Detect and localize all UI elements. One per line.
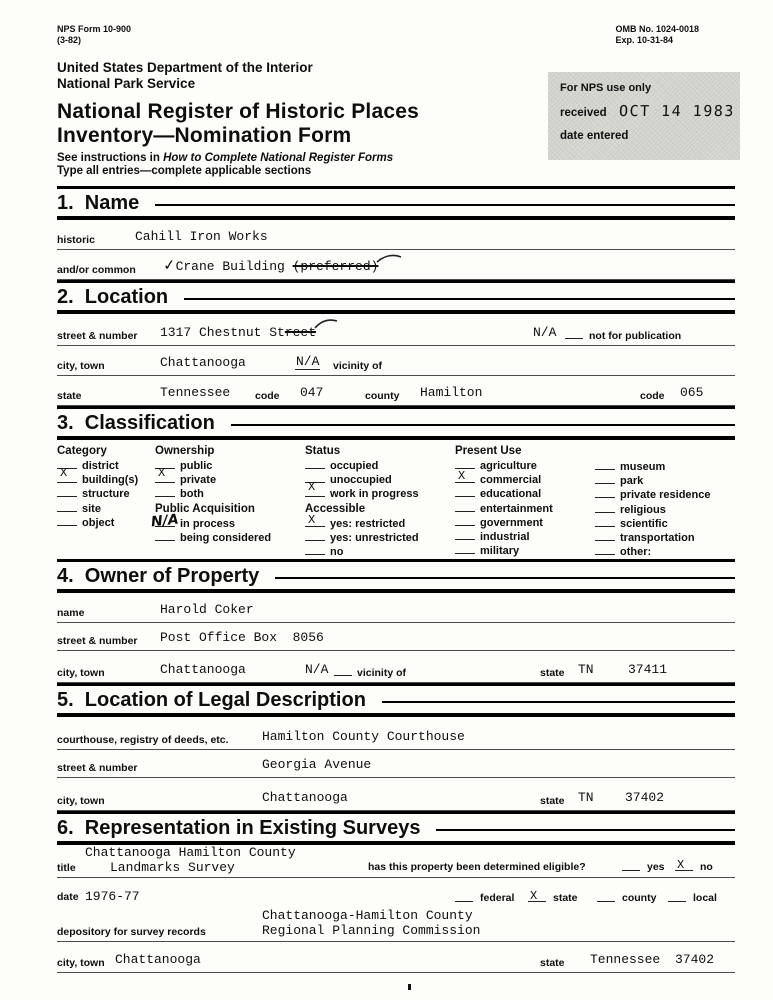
instructions-line2: Type all entries—complete applicable sections: [57, 165, 312, 177]
checkbox-label: other:: [620, 546, 652, 559]
survey-title-line2: Landmarks Survey: [110, 860, 235, 875]
state-value: Tennessee: [160, 385, 231, 400]
survey-city-value: Chattanooga: [115, 952, 201, 967]
category-heading: Category: [57, 445, 107, 457]
strike-swoosh: [376, 252, 402, 264]
checkbox-label: public: [180, 460, 213, 472]
common-value-text: Crane Building: [175, 259, 293, 274]
legal-street-row: [57, 750, 735, 778]
strike-swoosh: [314, 318, 338, 330]
omb-block: [615, 24, 699, 46]
checkbox-object: [57, 517, 138, 531]
instructions-prefix: See instructions in: [57, 152, 164, 164]
federal-label: federal: [480, 892, 515, 904]
federal-blank: [455, 893, 473, 902]
checkbox-blank: [595, 462, 615, 470]
section-6-header: [57, 811, 735, 845]
handwritten-check-mark: ✓: [162, 255, 177, 275]
instructions-manual-title: How to Complete National Register Forms: [163, 152, 394, 164]
courthouse-value: Hamilton County Courthouse: [262, 729, 465, 744]
present-use-column-1: [455, 445, 553, 559]
checkbox-industrial: [455, 531, 553, 545]
public-acquisition-heading: Public Acquisition: [155, 502, 255, 515]
checkbox-blank: [155, 533, 175, 541]
title-line2: Inventory—Nomination Form: [57, 123, 352, 147]
street-label: street & number: [57, 330, 138, 342]
check-mark: X: [530, 889, 538, 903]
checkbox-label: yes: unrestricted: [330, 531, 419, 544]
legal-street-value: Georgia Avenue: [262, 757, 372, 772]
department-line2: National Park Service: [57, 75, 196, 91]
form-number-block: [57, 24, 131, 46]
vicinity-label: vicinity of: [333, 360, 383, 372]
common-name-row: [57, 250, 735, 280]
omb-expiration: Exp. 10-31-84: [615, 35, 673, 45]
form-number: NPS Form 10-900: [57, 24, 132, 34]
checkbox-label: private residence: [620, 489, 711, 502]
street-number-row: [57, 314, 735, 346]
legal-city-row: [57, 778, 735, 811]
eligible-no-label: no: [700, 861, 713, 873]
check-mark: X: [677, 858, 685, 872]
section-3-title: 3. Classification: [57, 411, 231, 435]
survey-date-row: [57, 878, 735, 909]
state-code-value: 047: [300, 385, 324, 400]
survey-zip-value: 37402: [675, 952, 715, 967]
owner-vicinity-label: vicinity of: [357, 667, 407, 679]
checkbox-label: museum: [620, 461, 666, 473]
checkbox-park: [595, 475, 711, 489]
checkbox-label: agriculture: [480, 460, 537, 472]
checkbox-blank: [305, 533, 325, 541]
depository-line1: Chattanooga-Hamilton County: [262, 908, 473, 923]
state-level-label: state: [553, 892, 578, 904]
section-6-title: 6. Representation in Existing Surveys: [57, 816, 436, 840]
checkbox-private-residence: [595, 489, 711, 503]
check-mark: X: [458, 469, 466, 484]
county-level-label: county: [622, 892, 657, 904]
eligible-yes-label: yes: [647, 861, 665, 873]
form-meta: [57, 24, 735, 46]
county-label: county: [365, 390, 400, 402]
checkbox-agriculture: [455, 460, 553, 474]
checkbox-label: occupied: [330, 460, 379, 472]
street-value: [160, 318, 338, 340]
owner-name-row: [57, 593, 735, 623]
checkbox-label: transportation: [620, 531, 695, 544]
status-column: [305, 445, 419, 560]
legal-street-label: street & number: [57, 762, 138, 774]
check-mark: X: [60, 466, 68, 481]
checkbox-label: in process: [180, 517, 236, 530]
checkbox-label: yes: restricted: [330, 517, 406, 530]
common-struck-text: (preferred): [292, 259, 379, 274]
checkbox-transportation: [595, 532, 711, 546]
checkbox-blank: [595, 519, 615, 527]
check-mark: X: [158, 466, 166, 481]
historic-value: Cahill Iron Works: [135, 229, 268, 244]
header-rule: [57, 204, 735, 206]
checkbox-blank: [455, 504, 475, 512]
survey-city-row: [57, 942, 735, 973]
common-value: [163, 252, 402, 274]
section-4-header: [57, 559, 735, 593]
checkbox-blank: [595, 476, 615, 484]
nps-use-only-box: [548, 72, 740, 160]
classification-grid: [57, 440, 735, 559]
checkbox-blank: [155, 489, 175, 497]
checkbox-label: unoccupied: [330, 474, 392, 487]
section-1-header: [57, 186, 735, 220]
checkbox-label: commercial: [480, 474, 542, 487]
owner-street-label: street & number: [57, 635, 138, 647]
checkbox-label: district: [82, 460, 119, 472]
checkbox-religious: [595, 504, 711, 518]
local-blank: [668, 893, 686, 902]
received-row: [560, 102, 735, 120]
checkbox-blank: [595, 505, 615, 513]
checkbox-blank: [455, 518, 475, 526]
section-5-title: 5. Location of Legal Description: [57, 688, 382, 712]
checkbox-label: building(s): [82, 474, 139, 487]
legal-state-label: state: [540, 795, 565, 807]
checkbox-site: [57, 503, 138, 517]
title-line1: National Register of Historic Places: [57, 100, 419, 123]
street-struck-text: reet: [284, 325, 317, 340]
checkbox-label: private: [180, 474, 217, 487]
checkbox-both: [155, 488, 271, 502]
checkbox-label: being considered: [180, 531, 272, 544]
owner-street-value: Post Office Box 8056: [160, 630, 324, 645]
checkbox-blank: [305, 512, 325, 527]
checkbox-no: [305, 546, 419, 560]
not-for-publication-na: N/A: [533, 325, 557, 340]
legal-city-label: city, town: [57, 795, 105, 807]
checkbox-label: scientific: [620, 517, 668, 530]
street-value-text: 1317 Chestnut St: [160, 325, 285, 340]
status-heading: Status: [305, 445, 341, 457]
section-3-header: [57, 406, 735, 440]
survey-title-label: title: [57, 862, 76, 874]
survey-title-row: [57, 845, 735, 878]
owner-city-label: city, town: [57, 667, 105, 679]
county-level-blank: [597, 893, 615, 902]
checkbox-unoccupied: [305, 474, 419, 488]
historic-name-row: [57, 220, 735, 250]
county-value: Hamilton: [420, 385, 483, 400]
legal-city-value: Chattanooga: [262, 790, 348, 805]
checkbox-scientific: [595, 518, 711, 532]
checkbox-blank: [57, 518, 77, 526]
checkbox-label: industrial: [480, 530, 530, 543]
owner-street-row: [57, 623, 735, 651]
eligible-yes-blank: [622, 862, 640, 871]
checkbox-label: site: [82, 502, 101, 515]
checkbox-blank: [455, 469, 475, 484]
checkbox-military: [455, 545, 553, 559]
section-2-header: [57, 280, 735, 314]
checkbox-label: structure: [82, 488, 130, 501]
local-label: local: [693, 892, 717, 904]
nps-box-header: For NPS use only: [560, 82, 652, 94]
state-level-blank: [528, 889, 546, 903]
omb-number: OMB No. 1024-0018: [615, 24, 699, 34]
check-mark: X: [308, 480, 316, 495]
owner-vicinity-blank: [334, 667, 352, 676]
owner-zip-value: 37411: [628, 662, 668, 677]
checkbox-blank: [595, 547, 615, 555]
courthouse-label: courthouse, registry of deeds, etc.: [57, 734, 229, 746]
city-town-row: [57, 346, 735, 376]
checkbox-district: [57, 460, 138, 474]
checkbox-label: both: [180, 488, 204, 501]
checkbox-educational: [455, 488, 553, 502]
state-row: [57, 376, 735, 406]
checkbox-blank: [305, 480, 325, 497]
form-revision: (3-82): [57, 35, 82, 45]
checkbox-blank: [595, 490, 615, 498]
section-1-title: 1. Name: [57, 191, 155, 215]
checkbox-blank: [150, 511, 180, 530]
checkbox-blank: [57, 489, 77, 497]
survey-city-label: city, town: [57, 957, 105, 969]
scan-artifact-tick: [408, 984, 411, 990]
city-label: city, town: [57, 360, 105, 372]
received-label: received: [560, 107, 607, 119]
checkbox-label: work in progress: [330, 488, 419, 501]
owner-city-row: [57, 651, 735, 683]
present-use-column-2: [595, 461, 711, 560]
depository-label: depository for survey records: [57, 926, 206, 938]
checkbox-commercial: [455, 469, 553, 488]
received-date-stamp: OCT 14 1983: [618, 102, 735, 120]
legal-state-value: TN: [578, 790, 594, 805]
not-for-publication-blank: [565, 330, 583, 339]
checkbox-blank: [595, 533, 615, 541]
checkbox-in-process: [150, 511, 271, 532]
owner-name-label: name: [57, 607, 85, 619]
survey-state-value: Tennessee: [590, 952, 661, 967]
checkbox-label: no: [330, 545, 344, 558]
checkbox-label: entertainment: [480, 502, 553, 515]
checkbox-blank: [455, 461, 475, 469]
checkbox-blank: [305, 547, 325, 555]
county-code-value: 065: [680, 385, 704, 400]
common-label: and/or common: [57, 264, 136, 276]
owner-state-label: state: [540, 667, 565, 679]
checkbox-blank: [305, 461, 325, 469]
checkbox-blank: [455, 489, 475, 497]
not-for-publication-label: not for publication: [589, 330, 682, 342]
checkbox-blank: [155, 466, 175, 483]
ownership-column: [150, 445, 272, 546]
owner-name-value: Harold Coker: [160, 602, 254, 617]
checkbox-label: government: [480, 516, 543, 529]
section-4-title: 4. Owner of Property: [57, 564, 275, 588]
checkbox-structure: [57, 488, 138, 502]
eligible-no-blank: [675, 858, 693, 872]
department-line1: United States Department of the Interior: [57, 60, 313, 75]
checkbox-label: park: [620, 475, 644, 488]
survey-date-label: date: [57, 891, 79, 903]
survey-state-label: state: [540, 957, 565, 969]
checkbox-public: [155, 460, 271, 474]
vicinity-na: N/A: [296, 354, 320, 369]
state-label: state: [57, 390, 82, 402]
checkbox-blank: [57, 504, 77, 512]
checkbox-entertainment: [455, 503, 553, 517]
eligible-question: has this property been determined eligible?: [368, 861, 586, 873]
category-column: [57, 445, 138, 531]
checkbox-yes-unrestricted: [305, 532, 419, 546]
courthouse-row: [57, 717, 735, 750]
city-value: Chattanooga: [160, 355, 246, 370]
section-5-header: [57, 683, 735, 717]
checkbox-label: religious: [620, 503, 666, 516]
checkbox-blank: [455, 532, 475, 540]
checkbox-museum: [595, 461, 711, 475]
checkbox-label: object: [82, 516, 115, 529]
state-code-label: code: [255, 390, 280, 402]
check-mark: X: [308, 512, 316, 527]
accessible-heading: Accessible: [305, 502, 366, 515]
checkbox-being-considered: [155, 532, 271, 546]
checkbox-government: [455, 517, 553, 531]
owner-state-value: TN: [578, 662, 594, 677]
depository-line2: Regional Planning Commission: [262, 923, 481, 938]
section-2-title: 2. Location: [57, 285, 184, 309]
legal-zip-value: 37402: [625, 790, 665, 805]
checkbox-blank: [57, 466, 77, 483]
survey-title-line1: Chattanooga Hamilton County: [85, 845, 296, 860]
ownership-heading: Ownership: [155, 445, 215, 457]
owner-vicinity-na: N/A: [305, 662, 329, 677]
checkbox-yes-restricted: [305, 512, 419, 532]
depository-row: [57, 909, 735, 942]
checkbox-occupied: [305, 460, 419, 474]
handwritten-na-mark: N/A: [150, 511, 180, 530]
owner-city-value: Chattanooga: [160, 662, 246, 677]
checkbox-blank: [455, 546, 475, 554]
county-code-label: code: [640, 390, 665, 402]
survey-date-value: 1976-77: [85, 889, 140, 904]
date-entered-label: date entered: [560, 130, 629, 142]
checkbox-label: military: [480, 545, 520, 558]
checkbox-label: educational: [480, 488, 542, 501]
present-use-heading: Present Use: [455, 445, 522, 457]
historic-label: historic: [57, 234, 95, 246]
